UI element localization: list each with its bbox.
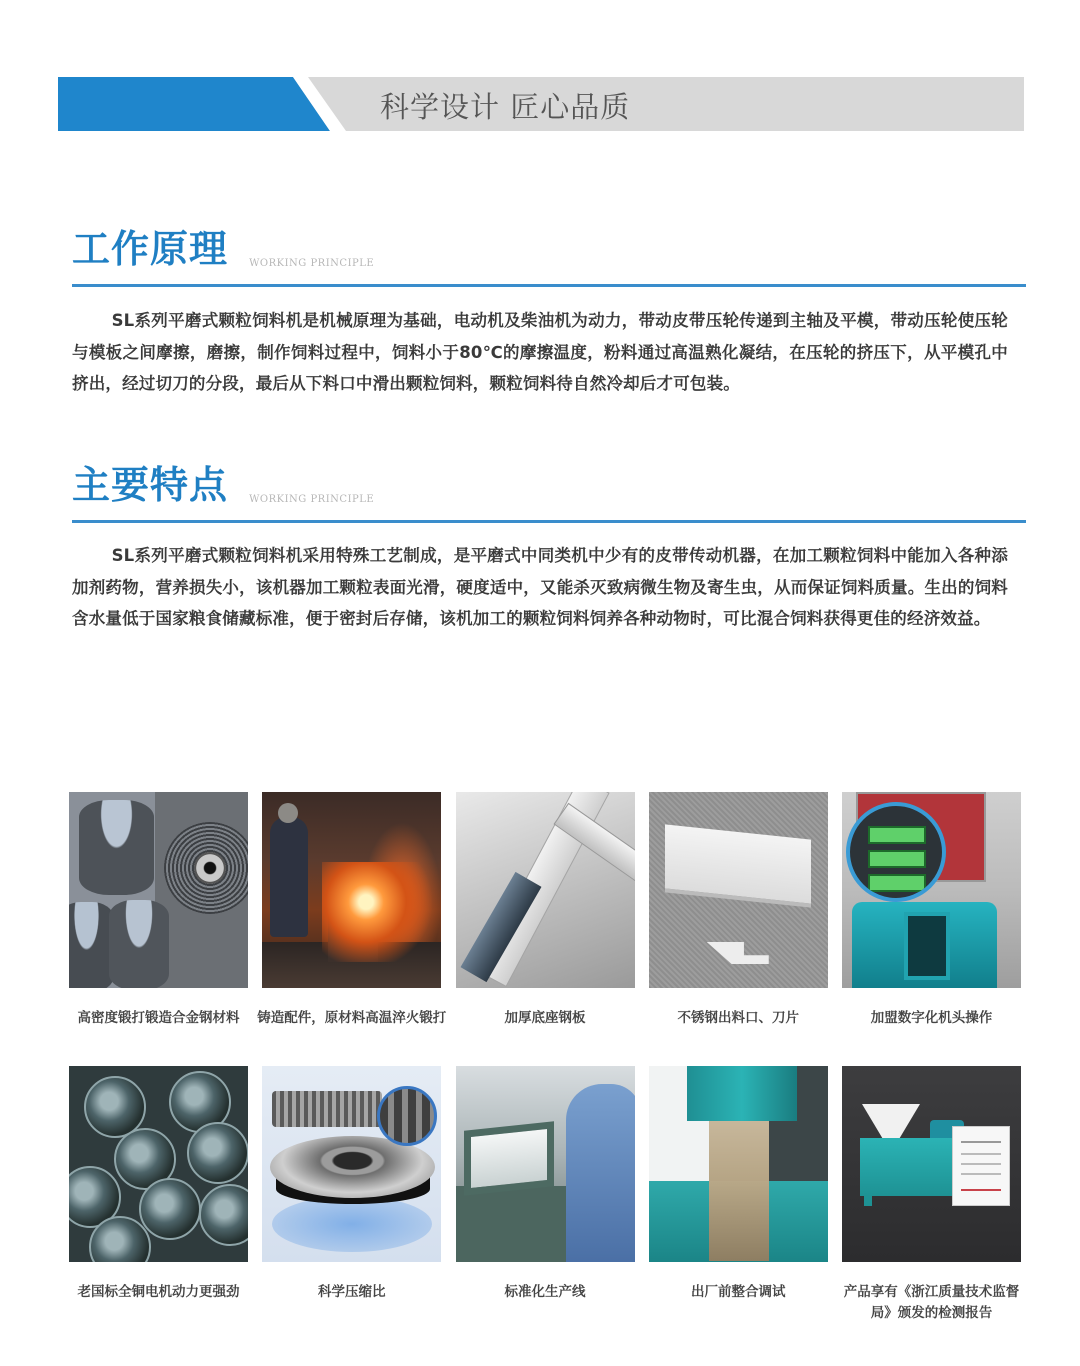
photo-machine-certificate [842, 1066, 1021, 1262]
photo-stainless-blade [649, 792, 828, 988]
photo-caption: 老国标全铜电机动力更强劲 [77, 1284, 240, 1300]
photo-caption: 不锈钢出料口、刀片 [677, 1010, 799, 1026]
banner-blue-block [58, 77, 330, 131]
gallery-card [649, 1066, 828, 1324]
photo-factory-testing [649, 1066, 828, 1262]
gallery-card [456, 1066, 635, 1324]
photo-control-panel [842, 792, 1021, 988]
gallery-card [262, 1066, 441, 1324]
photo-caption: 加盟数字化机头操作 [870, 1010, 993, 1026]
photo-caption: 产品享有《浙江质量技术监督局》颁发的检测报告 [843, 1284, 1020, 1321]
photo-copper-motors [69, 1066, 248, 1262]
section-divider [72, 284, 1026, 287]
banner-title: 科学设计 匠心品质 [380, 90, 631, 124]
section-title: 主要特点 [72, 463, 229, 507]
photo-gallery-row-2 [69, 1066, 1021, 1324]
gallery-card [69, 792, 248, 1029]
section-title: 工作原理 [72, 227, 229, 271]
photo-production-line [456, 1066, 635, 1262]
photo-caption: 高密度锻打锻造合金钢材料 [77, 1010, 240, 1026]
gallery-card [842, 792, 1021, 1029]
photo-die-compression [262, 1066, 441, 1262]
gallery-card [257, 792, 447, 1029]
photo-caption: 标准化生产线 [504, 1284, 586, 1300]
photo-caption: 铸造配件，原材料高温淬火锻打 [257, 1010, 447, 1026]
gallery-card [456, 792, 635, 1029]
photo-gallery-row-1 [69, 792, 1021, 1029]
section-divider [72, 520, 1026, 523]
photo-caliper [456, 792, 635, 988]
main-features-paragraph: SL系列平磨式颗粒饲料机采用特殊工艺制成，是平磨式中同类机中少有的皮带传动机器，在加工颗粒饲料中能加入各种添加剂药物，营养损失小，该机器加工颗粒表面光滑，硬度适中，又能杀灭致病微生物及寄生虫，从而保证饲料质量。生出的饲料含水量低于国家粮食储藏标准，便于密封后存储，该机加工的颗粒饲料饲养各种动物时，可比混合饲料获得更佳的经济效益。 [72, 546, 1008, 628]
photo-forging-furnace [262, 792, 441, 988]
section-heading-working-principle [72, 218, 1026, 273]
photo-caption: 科学压缩比 [318, 1284, 386, 1300]
gallery-card [649, 792, 828, 1029]
photo-caption: 出厂前整合调试 [691, 1284, 786, 1300]
working-principle-paragraph: SL系列平磨式颗粒饲料机是机械原理为基础，电动机及柴油机为动力，带动皮带压轮传递到主轴及平模，带动压轮使压轮与模板之间摩擦，磨擦，制作饲料过程中，饲料小于80℃的摩擦温度，粉料通过高温熟化凝结，在压轮的挤压下，从平模孔中挤出，经过切刀的分段，最后从下料口中滑出颗粒饲料，颗粒饲料待自然冷却后才可包装。 [72, 311, 1008, 393]
section-subtitle: WORKING PRINCIPLE [249, 258, 375, 269]
photo-caption: 加厚底座钢板 [504, 1010, 586, 1026]
top-banner [58, 77, 1024, 131]
section-subtitle: WORKING PRINCIPLE [249, 494, 375, 505]
section-heading-main-features [72, 454, 1026, 509]
gallery-card [842, 1066, 1021, 1324]
gallery-card [69, 1066, 248, 1324]
photo-die-plates [69, 792, 248, 988]
